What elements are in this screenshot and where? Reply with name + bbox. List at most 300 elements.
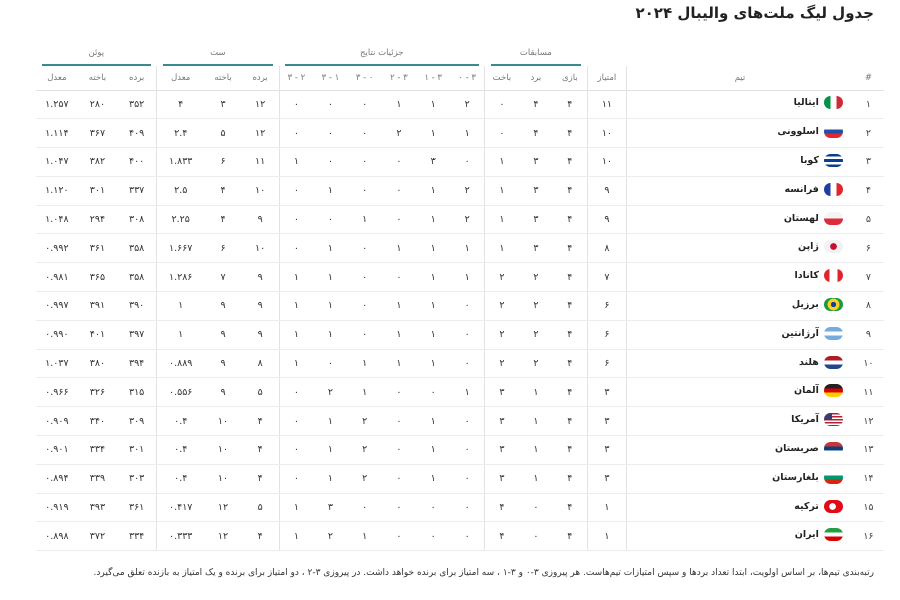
result-2-3-cell: ۰	[279, 205, 313, 234]
result-2-3-cell: ۱	[279, 493, 313, 522]
flag-poland-icon	[824, 212, 843, 225]
result-2-3-cell: ۱	[279, 148, 313, 177]
sets-won-cell: ۴	[242, 522, 279, 551]
table-row-serbia[interactable]	[36, 436, 884, 465]
lost-cell: ۲	[485, 349, 519, 378]
sets-lost-cell: ۱۲	[204, 522, 241, 551]
col-points-won[interactable]: برده	[117, 66, 156, 90]
result-3-0-cell: ۱	[450, 119, 484, 148]
points-ratio-cell: ۱.۲۵۷	[36, 90, 78, 119]
team-name[interactable]: ترکیه	[794, 500, 819, 512]
points-won-cell: ۳۰۸	[117, 205, 156, 234]
points-won-cell: ۳۶۱	[117, 493, 156, 522]
result-1-3-cell: ۰	[313, 119, 347, 148]
result-0-3-cell: ۰	[348, 176, 382, 205]
won-cell: ۲	[519, 320, 553, 349]
table-row-netherlands[interactable]	[36, 349, 884, 378]
won-cell: ۴	[519, 119, 553, 148]
sets-won-cell: ۹	[242, 320, 279, 349]
played-cell: ۴	[553, 263, 587, 292]
points-ratio-cell: ۱.۰۴۸	[36, 205, 78, 234]
sets-ratio-cell: ۰.۳۳۳	[157, 522, 205, 551]
flag-brazil-icon	[824, 298, 843, 311]
points-cell: ۹	[587, 176, 626, 205]
team-cell[interactable]	[627, 205, 853, 234]
result-0-3-cell: ۱	[348, 378, 382, 407]
sets-lost-cell: ۳	[204, 90, 241, 119]
points-ratio-cell: ۱.۰۳۷	[36, 349, 78, 378]
table-row-italy[interactable]	[36, 90, 884, 119]
played-cell: ۴	[553, 349, 587, 378]
points-cell: ۱	[587, 493, 626, 522]
lost-cell: ۳	[485, 464, 519, 493]
played-cell: ۴	[553, 292, 587, 321]
rank-cell: ۶	[853, 234, 884, 263]
team-cell[interactable]	[627, 522, 853, 551]
team-cell[interactable]	[627, 320, 853, 349]
result-3-2-cell: ۱	[382, 90, 416, 119]
col-sets-ratio[interactable]: معدل	[157, 66, 205, 90]
result-0-3-cell: ۰	[348, 320, 382, 349]
points-ratio-cell: ۰.۸۹۴	[36, 464, 78, 493]
sets-lost-cell: ۱۰	[204, 464, 241, 493]
team-name[interactable]: بلغارستان	[772, 471, 819, 483]
sets-lost-cell: ۹	[204, 378, 241, 407]
result-3-0-cell: ۰	[450, 407, 484, 436]
played-cell: ۴	[553, 176, 587, 205]
flag-netherlands-icon	[824, 356, 843, 369]
team-cell[interactable]	[627, 493, 853, 522]
played-cell: ۴	[553, 119, 587, 148]
sets-ratio-cell: ۲.۵	[157, 176, 205, 205]
team-name[interactable]: آلمان	[794, 385, 819, 397]
rank-cell: ۱۵	[853, 493, 884, 522]
flag-serbia-icon	[824, 442, 843, 455]
result-2-3-cell: ۰	[279, 234, 313, 263]
played-cell: ۴	[553, 407, 587, 436]
points-won-cell: ۳۵۸	[117, 263, 156, 292]
col-sets-lost[interactable]: باخته	[204, 66, 241, 90]
result-3-2-cell: ۱	[382, 320, 416, 349]
col-result-2-3[interactable]: ۲ - ۳	[279, 66, 313, 90]
rank-cell: ۸	[853, 292, 884, 321]
flag-germany-icon	[824, 384, 843, 397]
group-empty	[587, 44, 884, 66]
table-row-canada[interactable]	[36, 263, 884, 292]
sets-ratio-cell: ۲.۴	[157, 119, 205, 148]
col-sets-won[interactable]: برده	[242, 66, 279, 90]
points-won-cell: ۳۱۵	[117, 378, 156, 407]
points-lost-cell: ۳۹۳	[78, 493, 117, 522]
result-1-3-cell: ۱	[313, 464, 347, 493]
won-cell: ۱	[519, 464, 553, 493]
flag-bulgaria-icon	[824, 471, 843, 484]
table-row-usa[interactable]	[36, 407, 884, 436]
result-0-3-cell: ۰	[348, 119, 382, 148]
result-3-2-cell: ۰	[382, 378, 416, 407]
won-cell: ۳	[519, 205, 553, 234]
result-1-3-cell: ۲	[313, 378, 347, 407]
col-played[interactable]: بازی	[553, 66, 587, 90]
table-row-turkey[interactable]	[36, 493, 884, 522]
col-rank[interactable]: #	[853, 66, 884, 90]
result-3-0-cell: ۰	[450, 292, 484, 321]
col-result-0-3[interactable]: ۰ - ۳	[348, 66, 382, 90]
result-0-3-cell: ۱	[348, 349, 382, 378]
result-3-2-cell: ۰	[382, 522, 416, 551]
points-cell: ۷	[587, 263, 626, 292]
team-name[interactable]: آرژانتین	[781, 327, 819, 339]
won-cell: ۳	[519, 234, 553, 263]
result-3-2-cell: ۰	[382, 464, 416, 493]
played-cell: ۴	[553, 205, 587, 234]
points-cell: ۶	[587, 292, 626, 321]
team-name[interactable]: ایران	[794, 529, 819, 541]
sets-won-cell: ۸	[242, 349, 279, 378]
sets-ratio-cell: ۰.۸۸۹	[157, 349, 205, 378]
result-2-3-cell: ۰	[279, 378, 313, 407]
result-1-3-cell: ۰	[313, 90, 347, 119]
sets-ratio-cell: ۱	[157, 292, 205, 321]
sets-lost-cell: ۶	[204, 234, 241, 263]
team-cell[interactable]	[627, 119, 853, 148]
result-2-3-cell: ۰	[279, 176, 313, 205]
result-0-3-cell: ۰	[348, 90, 382, 119]
points-lost-cell: ۳۳۹	[78, 464, 117, 493]
team-cell[interactable]	[627, 349, 853, 378]
result-3-2-cell: ۰	[382, 407, 416, 436]
flag-iran-icon	[824, 528, 843, 541]
result-1-3-cell: ۱	[313, 234, 347, 263]
result-3-2-cell: ۲	[382, 119, 416, 148]
result-0-3-cell: ۲	[348, 407, 382, 436]
points-cell: ۱۱	[587, 90, 626, 119]
sets-won-cell: ۹	[242, 292, 279, 321]
points-cell: ۳	[587, 407, 626, 436]
team-name[interactable]: هلند	[799, 356, 819, 368]
sets-won-cell: ۱۲	[242, 90, 279, 119]
result-3-1-cell: ۱	[416, 176, 450, 205]
sets-won-cell: ۵	[242, 378, 279, 407]
result-2-3-cell: ۱	[279, 522, 313, 551]
lost-cell: ۲	[485, 292, 519, 321]
col-points-ratio[interactable]: معدل	[36, 66, 78, 90]
played-cell: ۴	[553, 320, 587, 349]
result-3-0-cell: ۲	[450, 205, 484, 234]
sets-lost-cell: ۵	[204, 119, 241, 148]
played-cell: ۴	[553, 90, 587, 119]
result-3-1-cell: ۰	[416, 378, 450, 407]
sets-lost-cell: ۴	[204, 205, 241, 234]
points-lost-cell: ۳۷۲	[78, 522, 117, 551]
points-cell: ۳	[587, 436, 626, 465]
flag-argentina-icon	[824, 327, 843, 340]
result-3-1-cell: ۱	[416, 90, 450, 119]
points-won-cell: ۳۰۳	[117, 464, 156, 493]
col-result-3-1[interactable]: ۳ - ۱	[416, 66, 450, 90]
result-3-0-cell: ۱	[450, 263, 484, 292]
won-cell: ۲	[519, 263, 553, 292]
sets-lost-cell: ۶	[204, 148, 241, 177]
result-1-3-cell: ۰	[313, 349, 347, 378]
won-cell: ۰	[519, 493, 553, 522]
team-name[interactable]: فرانسه	[784, 183, 819, 195]
flag-slovenia-icon	[824, 125, 843, 138]
won-cell: ۰	[519, 522, 553, 551]
points-ratio-cell: ۰.۹۹۰	[36, 320, 78, 349]
points-lost-cell: ۳۴۰	[78, 407, 117, 436]
sets-ratio-cell: ۴	[157, 90, 205, 119]
points-won-cell: ۴۰۰	[117, 148, 156, 177]
played-cell: ۴	[553, 234, 587, 263]
table-row-bulgaria[interactable]	[36, 464, 884, 493]
points-ratio-cell: ۱.۱۲۰	[36, 176, 78, 205]
sets-won-cell: ۴	[242, 407, 279, 436]
result-3-2-cell: ۰	[382, 263, 416, 292]
col-points-lost[interactable]: باخته	[78, 66, 117, 90]
result-3-1-cell: ۱	[416, 292, 450, 321]
table-row-cuba[interactable]	[36, 148, 884, 177]
sets-lost-cell: ۱۰	[204, 407, 241, 436]
team-name[interactable]: ایتالیا	[793, 97, 819, 109]
team-cell[interactable]	[627, 90, 853, 119]
sets-lost-cell: ۱۲	[204, 493, 241, 522]
result-0-3-cell: ۰	[348, 234, 382, 263]
sets-won-cell: ۱۱	[242, 148, 279, 177]
rank-cell: ۱۳	[853, 436, 884, 465]
col-result-3-0[interactable]: ۳ - ۰	[450, 66, 484, 90]
result-0-3-cell: ۱	[348, 522, 382, 551]
won-cell: ۱	[519, 378, 553, 407]
result-1-3-cell: ۲	[313, 522, 347, 551]
team-name[interactable]: آمریکا	[791, 414, 819, 426]
points-cell: ۳	[587, 378, 626, 407]
won-cell: ۴	[519, 90, 553, 119]
result-3-0-cell: ۰	[450, 320, 484, 349]
sets-won-cell: ۵	[242, 493, 279, 522]
team-name[interactable]: صربستان	[774, 442, 819, 454]
rank-cell: ۱	[853, 90, 884, 119]
rank-cell: ۱۲	[853, 407, 884, 436]
result-2-3-cell: ۰	[279, 90, 313, 119]
points-won-cell: ۳۹۷	[117, 320, 156, 349]
result-3-2-cell: ۱	[382, 292, 416, 321]
team-cell[interactable]	[627, 436, 853, 465]
group-points: پوئن	[36, 44, 157, 66]
result-3-2-cell: ۰	[382, 493, 416, 522]
col-won[interactable]: برد	[519, 66, 553, 90]
result-3-0-cell: ۲	[450, 90, 484, 119]
result-2-3-cell: ۱	[279, 263, 313, 292]
col-result-3-2[interactable]: ۳ - ۲	[382, 66, 416, 90]
rank-cell: ۹	[853, 320, 884, 349]
result-2-3-cell: ۰	[279, 119, 313, 148]
sets-ratio-cell: ۱.۸۳۳	[157, 148, 205, 177]
result-1-3-cell: ۱	[313, 263, 347, 292]
standings-table-container	[36, 44, 884, 551]
won-cell: ۳	[519, 176, 553, 205]
result-3-0-cell: ۰	[450, 148, 484, 177]
points-ratio-cell: ۱.۰۴۷	[36, 148, 78, 177]
sets-won-cell: ۱۲	[242, 119, 279, 148]
rank-cell: ۱۱	[853, 378, 884, 407]
rank-cell: ۲	[853, 119, 884, 148]
table-row-france[interactable]	[36, 176, 884, 205]
result-1-3-cell: ۱	[313, 320, 347, 349]
sets-won-cell: ۹	[242, 263, 279, 292]
points-ratio-cell: ۰.۸۹۸	[36, 522, 78, 551]
result-0-3-cell: ۱	[348, 205, 382, 234]
lost-cell: ۳	[485, 407, 519, 436]
points-won-cell: ۳۰۱	[117, 436, 156, 465]
points-lost-cell: ۳۸۲	[78, 148, 117, 177]
result-1-3-cell: ۱	[313, 436, 347, 465]
points-cell: ۱۰	[587, 148, 626, 177]
table-row-argentina[interactable]	[36, 320, 884, 349]
ranking-footnote: رتبه‌بندی تیم‌ها، بر اساس اولویت، ابتدا تعداد بردها و سپس امتیازات تیم‌هاست. هر پیروزی ۳-۰ و ۳-۱ ، سه امتیاز برای برنده خواهد داشت. در پیروزی ۳-۲ ، دو امتیاز برای برنده و یک امتیاز به بازنده تعلق می‌گیرد.	[93, 568, 874, 578]
result-0-3-cell: ۰	[348, 292, 382, 321]
table-row-iran[interactable]	[36, 522, 884, 551]
team-name[interactable]: برزیل	[791, 298, 819, 310]
table-row-poland[interactable]	[36, 205, 884, 234]
result-3-0-cell: ۰	[450, 493, 484, 522]
points-lost-cell: ۳۸۰	[78, 349, 117, 378]
played-cell: ۴	[553, 522, 587, 551]
won-cell: ۲	[519, 349, 553, 378]
result-3-1-cell: ۱	[416, 119, 450, 148]
team-cell[interactable]	[627, 292, 853, 321]
rank-cell: ۴	[853, 176, 884, 205]
result-3-1-cell: ۱	[416, 436, 450, 465]
team-cell[interactable]	[627, 148, 853, 177]
result-2-3-cell: ۱	[279, 292, 313, 321]
result-2-3-cell: ۰	[279, 464, 313, 493]
won-cell: ۳	[519, 148, 553, 177]
lost-cell: ۰	[485, 90, 519, 119]
column-header-row	[36, 66, 884, 90]
table-row-japan[interactable]	[36, 234, 884, 263]
result-1-3-cell: ۰	[313, 205, 347, 234]
group-result-details: جزئیات نتایج	[279, 44, 484, 66]
result-3-2-cell: ۱	[382, 349, 416, 378]
result-3-1-cell: ۱	[416, 263, 450, 292]
team-name[interactable]: کانادا	[794, 270, 819, 282]
won-cell: ۱	[519, 407, 553, 436]
team-cell[interactable]	[627, 464, 853, 493]
points-won-cell: ۳۳۷	[117, 176, 156, 205]
played-cell: ۴	[553, 378, 587, 407]
result-3-0-cell: ۰	[450, 349, 484, 378]
result-2-3-cell: ۰	[279, 436, 313, 465]
sets-ratio-cell: ۱	[157, 320, 205, 349]
team-cell[interactable]	[627, 407, 853, 436]
sets-ratio-cell: ۱.۶۶۷	[157, 234, 205, 263]
result-2-3-cell: ۰	[279, 407, 313, 436]
result-3-0-cell: ۱	[450, 378, 484, 407]
sets-won-cell: ۹	[242, 205, 279, 234]
result-3-1-cell: ۱	[416, 205, 450, 234]
points-lost-cell: ۲۹۴	[78, 205, 117, 234]
sets-won-cell: ۱۰	[242, 176, 279, 205]
col-team[interactable]: تیم	[627, 66, 853, 90]
result-1-3-cell: ۱	[313, 407, 347, 436]
result-3-0-cell: ۱	[450, 234, 484, 263]
points-ratio-cell: ۰.۹۶۶	[36, 378, 78, 407]
rank-cell: ۱۴	[853, 464, 884, 493]
team-cell[interactable]	[627, 263, 853, 292]
result-3-1-cell: ۱	[416, 464, 450, 493]
table-row-brazil[interactable]	[36, 292, 884, 321]
lost-cell: ۰	[485, 119, 519, 148]
col-lost[interactable]: باخت	[485, 66, 519, 90]
result-3-1-cell: ۰	[416, 493, 450, 522]
flag-japan-icon	[824, 240, 843, 253]
points-cell: ۹	[587, 205, 626, 234]
sets-ratio-cell: ۱.۲۸۶	[157, 263, 205, 292]
points-cell: ۸	[587, 234, 626, 263]
points-lost-cell: ۴۰۱	[78, 320, 117, 349]
flag-italy-icon	[824, 96, 843, 109]
sets-lost-cell: ۱۰	[204, 436, 241, 465]
page-title: جدول لیگ ملت‌های والیبال ۲۰۲۴	[635, 4, 874, 22]
result-2-3-cell: ۱	[279, 349, 313, 378]
rank-cell: ۷	[853, 263, 884, 292]
result-0-3-cell: ۲	[348, 464, 382, 493]
points-won-cell: ۳۳۴	[117, 522, 156, 551]
lost-cell: ۳	[485, 378, 519, 407]
lost-cell: ۴	[485, 493, 519, 522]
result-3-1-cell: ۱	[416, 234, 450, 263]
points-lost-cell: ۳۳۴	[78, 436, 117, 465]
points-ratio-cell: ۰.۹۹۲	[36, 234, 78, 263]
team-cell[interactable]	[627, 176, 853, 205]
result-1-3-cell: ۰	[313, 148, 347, 177]
result-3-0-cell: ۰	[450, 464, 484, 493]
lost-cell: ۱	[485, 234, 519, 263]
standings-body	[36, 90, 884, 551]
rank-cell: ۵	[853, 205, 884, 234]
table-row-slovenia[interactable]	[36, 119, 884, 148]
result-0-3-cell: ۲	[348, 436, 382, 465]
lost-cell: ۴	[485, 522, 519, 551]
sets-ratio-cell: ۰.۴	[157, 407, 205, 436]
col-result-1-3[interactable]: ۱ - ۳	[313, 66, 347, 90]
played-cell: ۴	[553, 436, 587, 465]
team-cell[interactable]	[627, 234, 853, 263]
sets-ratio-cell: ۲.۲۵	[157, 205, 205, 234]
flag-france-icon	[824, 183, 843, 196]
team-name[interactable]: کوبا	[800, 154, 819, 166]
played-cell: ۴	[553, 493, 587, 522]
flag-cuba-icon	[824, 154, 843, 167]
team-name[interactable]: ژاپن	[798, 241, 819, 253]
points-cell: ۳	[587, 464, 626, 493]
table-row-germany[interactable]	[36, 378, 884, 407]
points-ratio-cell: ۰.۹۸۱	[36, 263, 78, 292]
played-cell: ۴	[553, 148, 587, 177]
sets-ratio-cell: ۰.۴۱۷	[157, 493, 205, 522]
points-cell: ۶	[587, 349, 626, 378]
team-cell[interactable]	[627, 378, 853, 407]
team-name[interactable]: اسلوونی	[777, 126, 819, 138]
team-name[interactable]: لهستان	[783, 212, 819, 224]
lost-cell: ۱	[485, 176, 519, 205]
sets-won-cell: ۴	[242, 436, 279, 465]
sets-won-cell: ۱۰	[242, 234, 279, 263]
col-points[interactable]: امتیاز	[587, 66, 626, 90]
sets-won-cell: ۴	[242, 464, 279, 493]
lost-cell: ۲	[485, 320, 519, 349]
